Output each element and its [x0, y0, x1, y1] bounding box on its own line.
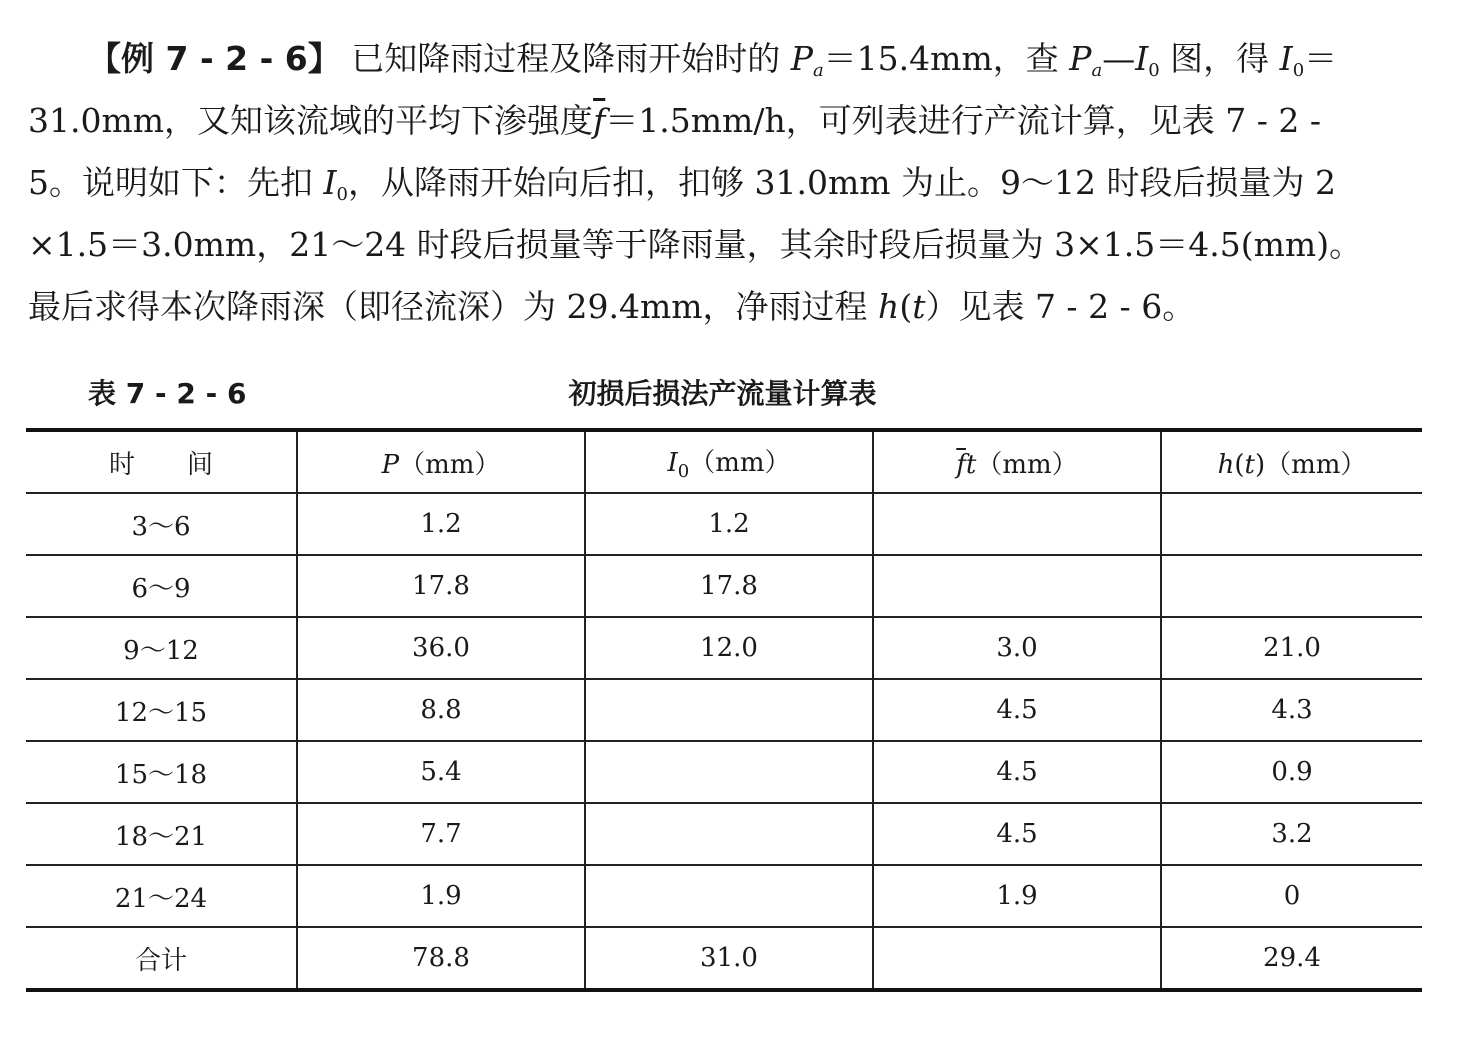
- table-row: [26, 803, 1422, 865]
- cell-time: 合计: [26, 927, 297, 990]
- subscript-0: 0: [1148, 60, 1160, 81]
- cell-time: 15～18: [26, 741, 297, 803]
- cell-ht: 0: [1161, 865, 1422, 927]
- cell-i0: [585, 865, 873, 927]
- unit: （mm）: [1265, 449, 1367, 480]
- cell-p: 17.8: [297, 555, 585, 617]
- header-p: [297, 430, 585, 493]
- cell-ht: [1161, 555, 1422, 617]
- symbol-p: P: [1069, 39, 1092, 78]
- cell-ft: 4.5: [873, 679, 1161, 741]
- symbol-t: t: [912, 287, 926, 326]
- paragraph-line-3: [28, 152, 1428, 214]
- cell-i0: [585, 679, 873, 741]
- text-fragment: 已知降雨过程及降雨开始时的: [340, 39, 791, 78]
- cell-ht: 21.0: [1161, 617, 1422, 679]
- cell-ft: 4.5: [873, 803, 1161, 865]
- text-fragment: 5。说明如下：先扣: [28, 163, 324, 202]
- table-row: [26, 679, 1422, 741]
- text-fragment: ＝: [1304, 39, 1338, 78]
- subscript-0: 0: [336, 184, 348, 205]
- table-row: [26, 865, 1422, 927]
- cell-i0: 31.0: [585, 927, 873, 990]
- cell-ft: 3.0: [873, 617, 1161, 679]
- symbol-p: P: [790, 39, 813, 78]
- symbol-i: I: [667, 448, 678, 478]
- header-ft: [873, 430, 1161, 493]
- subscript-0: 0: [1292, 60, 1305, 81]
- cell-time: 18～21: [26, 803, 297, 865]
- table-row: [26, 555, 1422, 617]
- text-fragment: 最后求得本次降雨深（即径流深）为 29.4mm，净雨过程: [28, 287, 879, 326]
- text-fragment: ）见表 7 - 2 - 6。: [925, 287, 1196, 326]
- paren-open: (: [899, 287, 913, 326]
- paragraph-line-1: [28, 28, 1428, 90]
- cell-ft: [873, 927, 1161, 990]
- cell-ft: [873, 493, 1161, 555]
- cell-i0: 17.8: [585, 555, 873, 617]
- cell-ft: 1.9: [873, 865, 1161, 927]
- cell-time: 21～24: [26, 865, 297, 927]
- symbol-i: I: [1279, 39, 1293, 78]
- cell-p: 36.0: [297, 617, 585, 679]
- text-fragment: ＝15.4mm，查: [823, 39, 1070, 78]
- paragraph-line-2: [28, 90, 1428, 152]
- subscript-a: a: [812, 60, 824, 81]
- cell-time: 9～12: [26, 617, 297, 679]
- symbol-f-bar: $\overline{f}$: [593, 101, 606, 140]
- table-row: [26, 493, 1422, 555]
- table-row: [26, 617, 1422, 679]
- unit: （mm）: [399, 449, 501, 480]
- symbol-h: h: [878, 287, 900, 326]
- cell-time: 3～6: [26, 493, 297, 555]
- symbol-t: t: [965, 449, 977, 480]
- cell-ht: 4.3: [1161, 679, 1422, 741]
- cell-i0: 12.0: [585, 617, 873, 679]
- table-number: 表 7 - 2 - 6: [88, 377, 247, 410]
- symbol-f-bar: $\overline{f}$: [956, 449, 966, 480]
- subscript-0: 0: [677, 461, 690, 482]
- example-paragraph: [28, 28, 1428, 338]
- text-fragment: 图，得: [1159, 39, 1280, 78]
- cell-p: 5.4: [297, 741, 585, 803]
- cell-i0: 1.2: [585, 493, 873, 555]
- cell-ht: 3.2: [1161, 803, 1422, 865]
- table-total-row: [26, 927, 1422, 990]
- cell-ht: 29.4: [1161, 927, 1422, 990]
- cell-p: 1.2: [297, 493, 585, 555]
- text-fragment: 31.0mm，又知该流域的平均下渗强度: [28, 101, 594, 140]
- runoff-table: [26, 428, 1422, 992]
- cell-i0: [585, 803, 873, 865]
- symbol-p: P: [381, 449, 400, 480]
- text-fragment: ，从降雨开始向后扣，扣够 31.0mm 为止。9～12 时段后损量为 2: [348, 163, 1337, 202]
- symbol-h: h: [1217, 449, 1235, 480]
- text-fragment: —: [1102, 39, 1136, 78]
- cell-p: 8.8: [297, 679, 585, 741]
- unit: （mm）: [689, 448, 791, 478]
- table-row: [26, 741, 1422, 803]
- cell-time: 12～15: [26, 679, 297, 741]
- header-i0: [585, 430, 873, 493]
- table-title: 初损后损法产流量计算表: [568, 377, 877, 410]
- example-tag: 【例 7 - 2 - 6】: [88, 39, 341, 78]
- paragraph-line-5: [28, 276, 1428, 338]
- cell-ht: [1161, 493, 1422, 555]
- symbol-t: t: [1244, 449, 1255, 480]
- unit: （mm）: [976, 449, 1078, 480]
- symbol-i: I: [1135, 39, 1149, 78]
- header-time: 时 间: [26, 430, 297, 493]
- cell-p: 78.8: [297, 927, 585, 990]
- cell-p: 1.9: [297, 865, 585, 927]
- cell-ft: 4.5: [873, 741, 1161, 803]
- cell-i0: [585, 741, 873, 803]
- paragraph-line-4: ×1.5＝3.0mm，21～24 时段后损量等于降雨量，其余时段后损量为 3×1.5＝4.5(mm)。: [28, 225, 1363, 264]
- symbol-i: I: [323, 163, 337, 202]
- text-fragment: ＝1.5mm/h，可列表进行产流计算，见表 7 - 2 -: [605, 101, 1321, 140]
- cell-ft: [873, 555, 1161, 617]
- cell-time: 6～9: [26, 555, 297, 617]
- paren-open: (: [1234, 449, 1245, 480]
- paren-close: ): [1254, 449, 1266, 480]
- cell-ht: 0.9: [1161, 741, 1422, 803]
- cell-p: 7.7: [297, 803, 585, 865]
- subscript-a: a: [1091, 60, 1103, 81]
- table-header-row: [26, 430, 1422, 493]
- header-ht: [1161, 430, 1422, 493]
